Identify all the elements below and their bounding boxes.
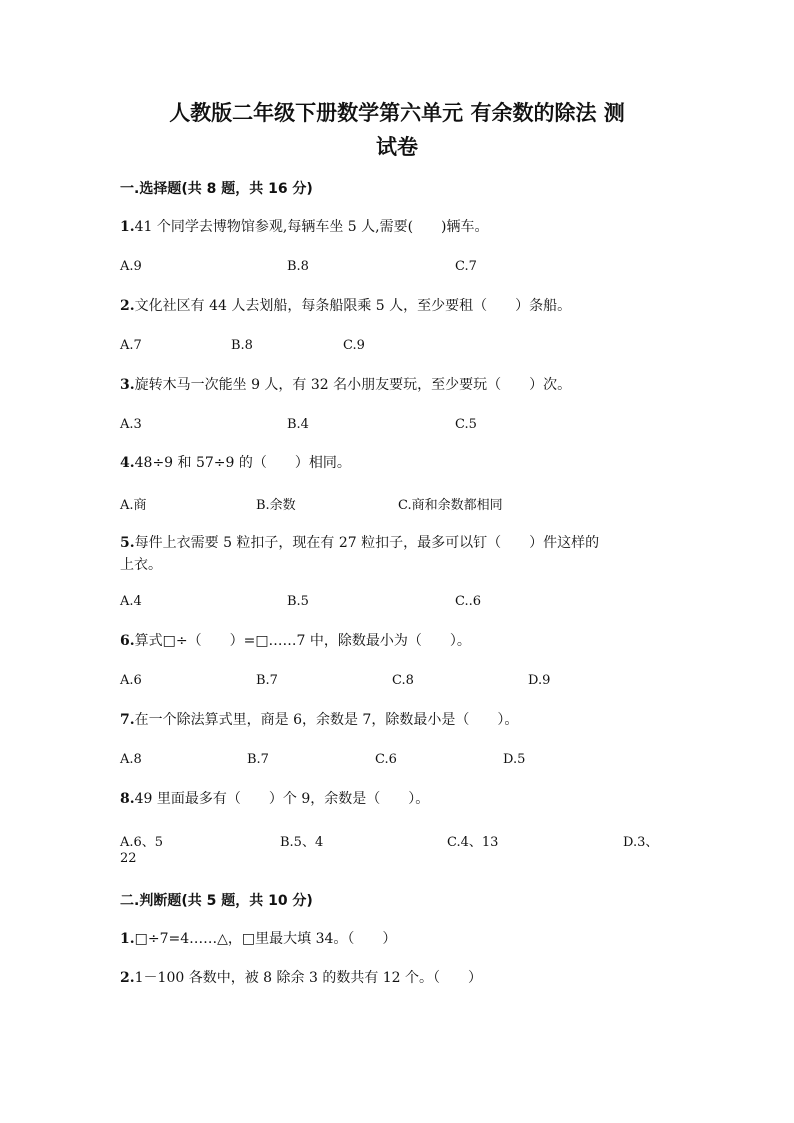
question-number: 1.	[120, 219, 135, 235]
question-2	[120, 295, 680, 317]
question-text: 1－100 各数中，被 8 除余 3 的数共有 12 个。（ ）	[134, 970, 483, 986]
question-number: 3.	[120, 377, 135, 393]
question-number: 2.	[120, 298, 135, 314]
judgment-1	[120, 928, 680, 950]
option-c: C.6	[375, 752, 397, 767]
option-c: C.5	[455, 417, 477, 432]
option-c: C..6	[455, 594, 482, 609]
option-a: A.4	[120, 594, 142, 609]
option-c: C.8	[392, 673, 414, 688]
title-line-1: 人教版二年级下册数学第六单元 有余数的除法 测	[169, 101, 625, 125]
option-c: C.9	[343, 338, 365, 353]
option-b: B.8	[231, 338, 253, 353]
option-b: B.余数	[256, 498, 296, 513]
question-3	[120, 374, 680, 396]
option-b: B.8	[287, 259, 309, 274]
option-b: B.5、4	[280, 835, 324, 850]
question-text: 旋转木马一次能坐 9 人，有 32 名小朋友要玩，至少要玩（ ）次。	[134, 377, 572, 393]
question-number: 5.	[120, 535, 135, 551]
option-a: A.商	[120, 498, 147, 513]
question-text-continued: 上衣。	[120, 557, 162, 573]
option-d: D.5	[503, 752, 526, 767]
question-text: 在一个除法算式里，商是 6，余数是 7，除数最小是（ ）。	[134, 712, 519, 728]
question-text: 49 里面最多有（ ）个 9，余数是（ ）。	[134, 791, 430, 807]
option-a: A.9	[120, 259, 142, 274]
option-d-continued: 22	[120, 851, 137, 866]
question-number: 1.	[120, 931, 135, 947]
question-text: 文化社区有 44 人去划船，每条船限乘 5 人，至少要租（ ）条船。	[134, 298, 572, 314]
option-d: D.9	[528, 673, 551, 688]
question-number: 8.	[120, 791, 135, 807]
question-number: 2.	[120, 970, 135, 986]
option-c: C.商和余数都相同	[398, 498, 503, 513]
option-a: A.6	[120, 673, 142, 688]
judgment-2	[120, 967, 680, 989]
option-b: B.7	[256, 673, 278, 688]
option-a: A.8	[120, 752, 142, 767]
question-8	[120, 788, 680, 810]
question-6	[120, 630, 680, 652]
option-c: C.4、13	[447, 835, 499, 850]
question-4	[120, 452, 680, 474]
question-text: 每件上衣需要 5 粒扣子，现在有 27 粒扣子，最多可以钉（ ）件这样的	[134, 535, 600, 551]
question-text: □÷7=4……△，□里最大填 34。（ ）	[134, 931, 397, 947]
option-a: A.3	[120, 417, 142, 432]
option-d: D.3、	[623, 835, 659, 850]
question-text: 41 个同学去博物馆参观,每辆车坐 5 人,需要( )辆车。	[134, 219, 489, 235]
option-a: A.6、5	[120, 835, 164, 850]
question-5	[120, 532, 680, 576]
option-c: C.7	[455, 259, 477, 274]
section-heading-judgment: 二.判断题(共 5 题，共 10 分)	[120, 893, 313, 909]
option-b: B.5	[287, 594, 309, 609]
question-number: 6.	[120, 633, 135, 649]
option-b: B.7	[247, 752, 269, 767]
question-1	[120, 216, 680, 238]
question-number: 7.	[120, 712, 135, 728]
question-number: 4.	[120, 455, 135, 471]
title-line-2: 试卷	[376, 135, 418, 159]
option-b: B.4	[287, 417, 309, 432]
question-text: 算式□÷（ ）=□……7 中，除数最小为（ ）。	[134, 633, 471, 649]
section-heading-choice: 一.选择题(共 8 题，共 16 分)	[120, 181, 313, 197]
question-7	[120, 709, 680, 731]
question-text: 48÷9 和 57÷9 的（ ）相同。	[134, 455, 351, 471]
page-title	[120, 96, 674, 164]
option-a: A.7	[120, 338, 142, 353]
